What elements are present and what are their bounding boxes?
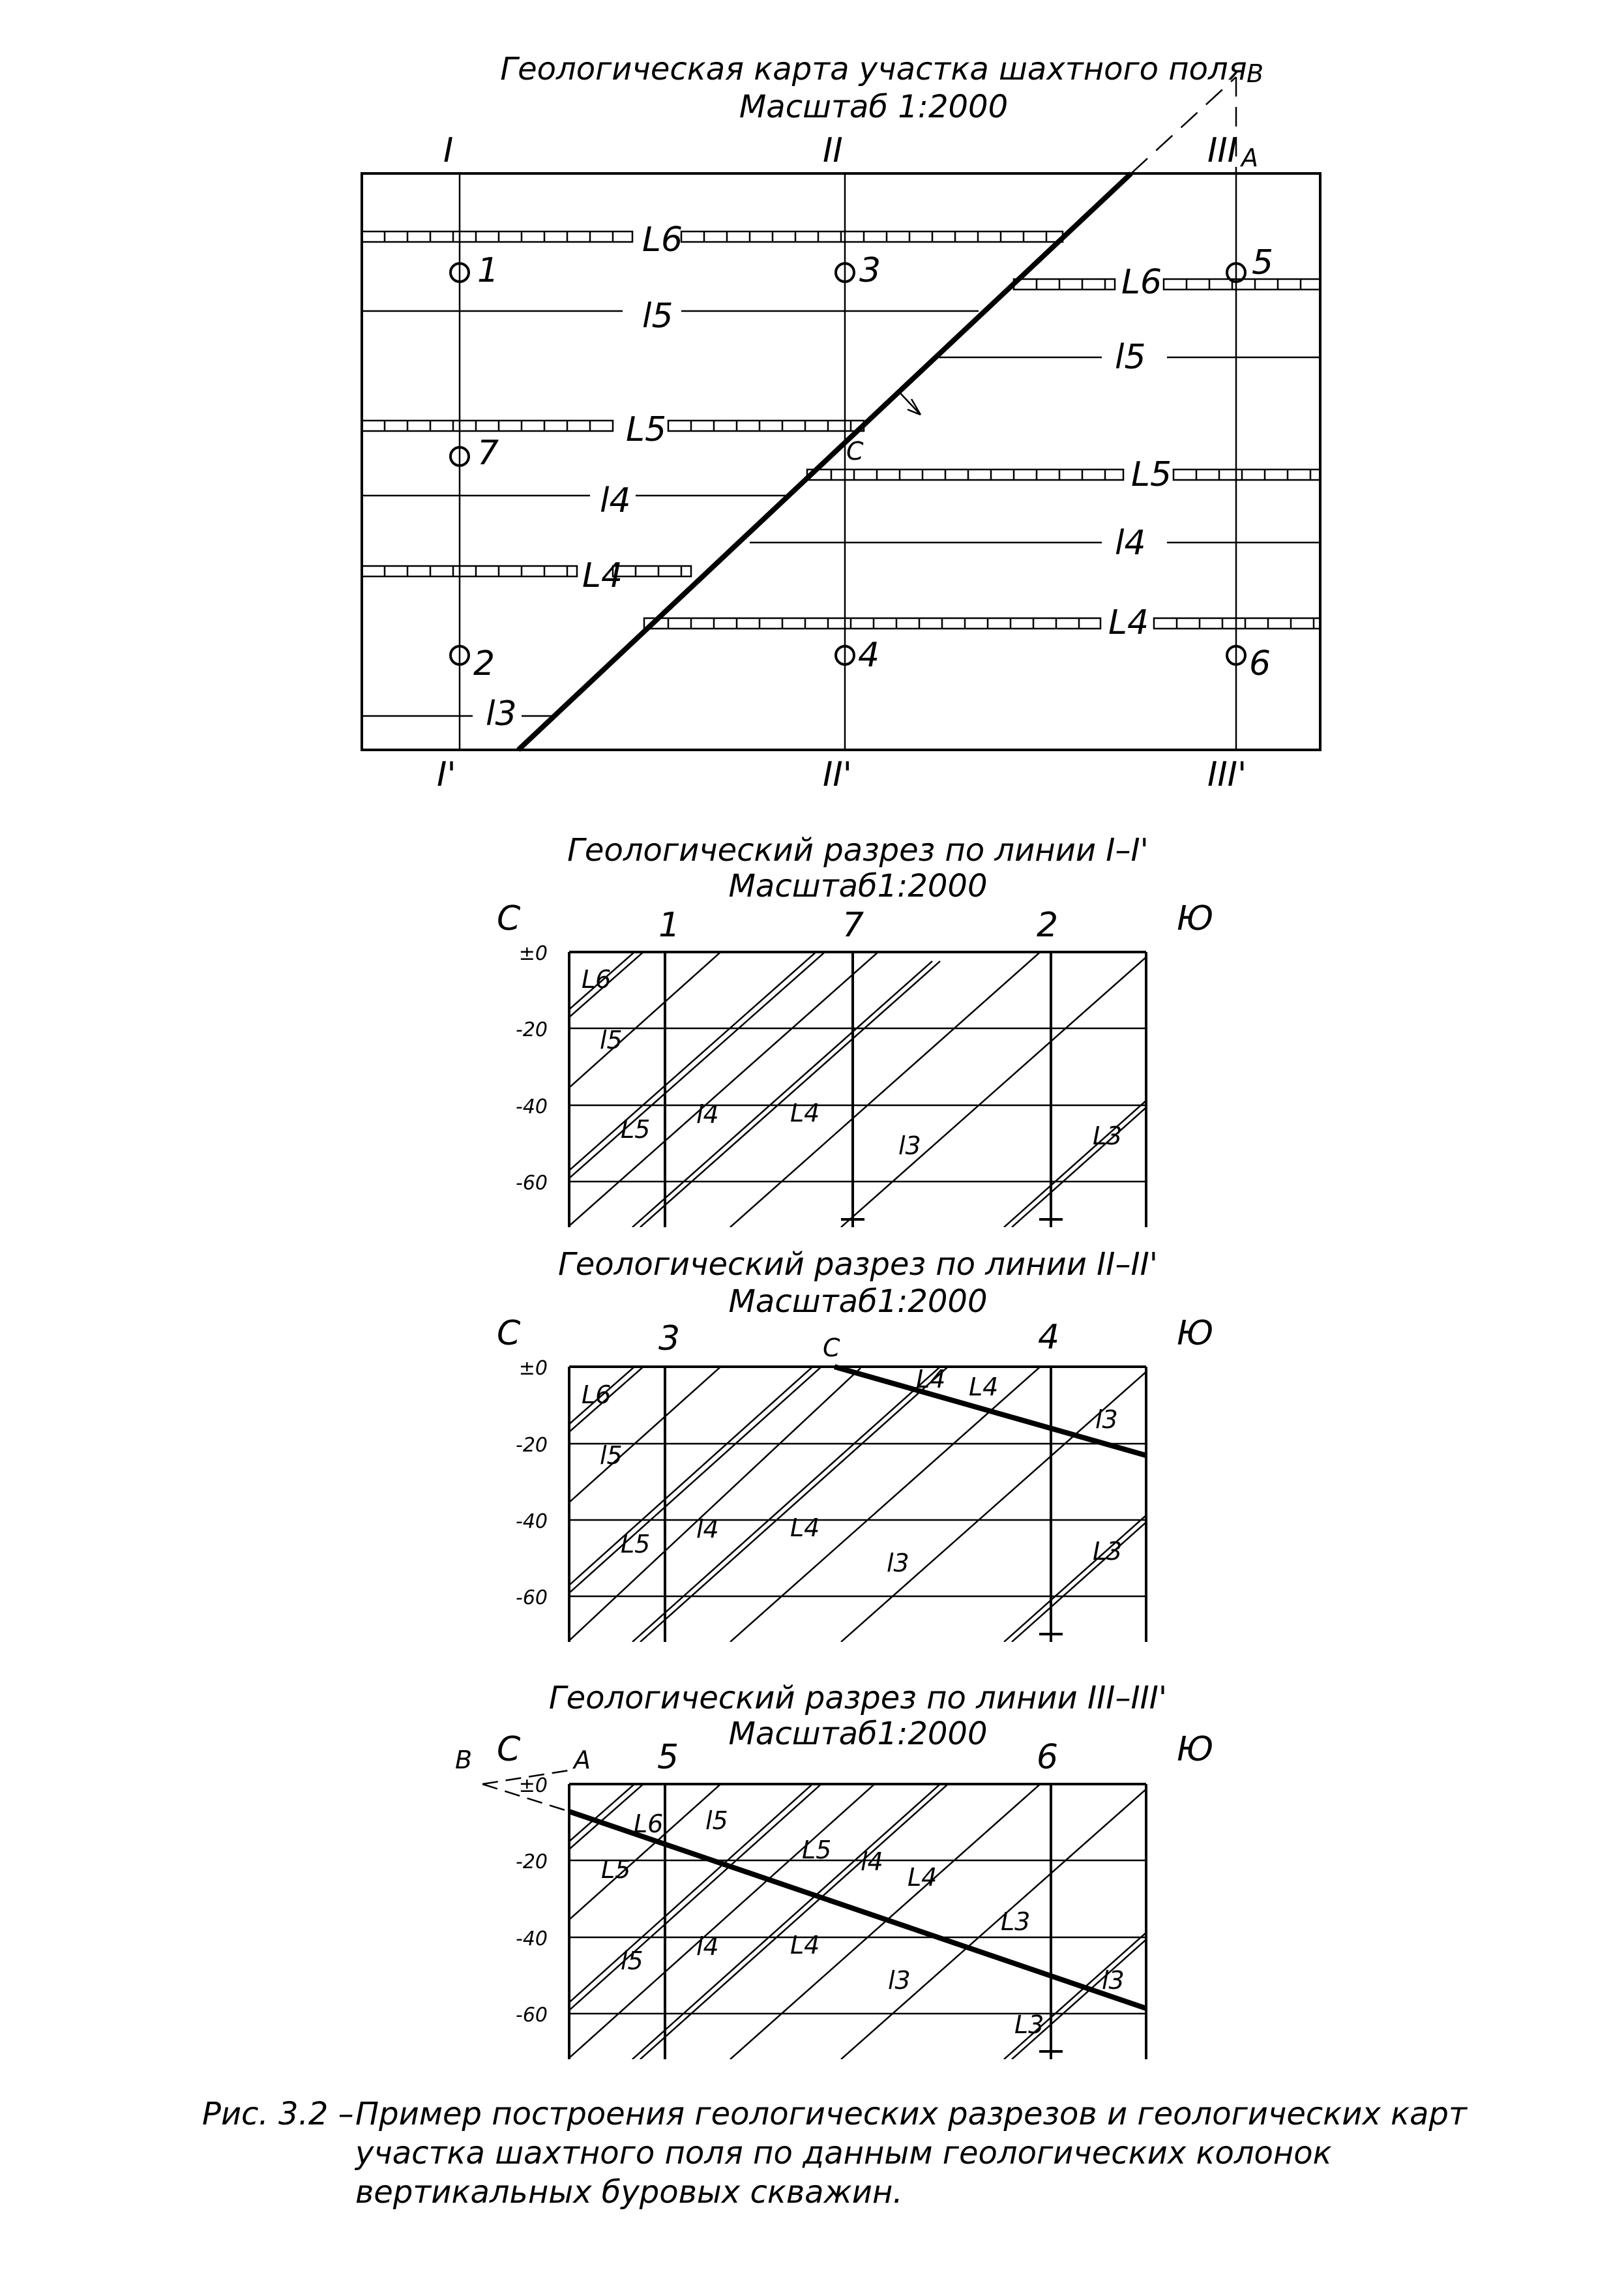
section-1-borehole-2: 2 <box>1037 906 1059 945</box>
map-scale: Масштаб 1:2000 <box>739 89 1009 125</box>
section-label-bottom-3: III' <box>1207 755 1247 794</box>
section-2-seam-L4-b: L4 <box>969 1373 999 1401</box>
section-1-borehole-1: 1 <box>658 906 681 945</box>
map-seam-label-l5-right: l5 <box>1115 338 1146 377</box>
section-3-fault-point-b: В <box>455 1746 473 1774</box>
section-3-tick-0: ±0 <box>518 1774 548 1797</box>
svg-text:6: 6 <box>1249 644 1271 683</box>
borehole-6 <box>1227 644 1271 683</box>
caption-line-1: Пример построения геологических разрезов и геологических карт <box>355 2096 1467 2132</box>
section-3-title: Геологический разрез по линии III–III' <box>548 1680 1168 1716</box>
section-3-seam-L4-upper: L4 <box>908 1863 937 1892</box>
section-label-top-2: II <box>823 131 843 170</box>
section-3-seam-L4: L4 <box>790 1931 820 1959</box>
section-1-tick-60: -60 <box>516 1172 548 1195</box>
caption-prefix: Рис. 3.2 – <box>202 2096 354 2132</box>
svg-text:3: 3 <box>859 251 881 290</box>
section-3-tick-60: -60 <box>516 2004 548 2027</box>
dip-arrow <box>900 393 921 415</box>
section-3-fault-point-a: А <box>574 1746 591 1774</box>
fault-point-c: C <box>846 437 864 466</box>
section-3-seam-l5-lower: l5 <box>621 1946 643 1975</box>
map-seam-label-L5-left: L5 <box>626 410 667 449</box>
section-3-seam-L3: L3 <box>1014 2010 1044 2039</box>
section-3-seam-l3: l3 <box>888 1966 911 1995</box>
borehole-3 <box>836 251 881 290</box>
section-2-borehole-4: 4 <box>1038 1318 1060 1357</box>
section-1-seam-l3: l3 <box>898 1131 921 1160</box>
section-2-seam-l5: l5 <box>600 1441 623 1470</box>
borehole-7 <box>450 434 499 473</box>
section-1-seam-l5: l5 <box>600 1026 623 1054</box>
section-2-title: Геологический разрез по линии II–II' <box>558 1246 1158 1283</box>
section-label-top-1: I <box>443 131 454 170</box>
section-1-title: Геологический разрез по линии I–I' <box>567 832 1149 869</box>
section-1-tick-0: ±0 <box>518 942 548 965</box>
section-2-seam-l3: l3 <box>887 1549 909 1577</box>
section-3-tick-40: -40 <box>516 1928 548 1950</box>
map-seam-label-l4-left: l4 <box>600 481 631 520</box>
svg-text:1: 1 <box>477 251 499 290</box>
section-3-borehole-6: 6 <box>1037 1738 1059 1777</box>
section-1-north: С <box>497 899 521 938</box>
section-2-seam-L3: L3 <box>1093 1537 1123 1566</box>
map-title: Геологическая карта участка шахтного поля <box>500 51 1247 87</box>
svg-text:5: 5 <box>1252 243 1274 282</box>
section-2-seam-L5: L5 <box>621 1530 651 1558</box>
section-2-borehole-3: 3 <box>658 1319 681 1358</box>
borehole-1 <box>450 251 499 290</box>
section-1-tick-20: -20 <box>516 1019 548 1041</box>
borehole-4 <box>836 636 879 675</box>
section-3-seam-l3-right: l3 <box>1102 1966 1125 1995</box>
section-label-bottom-1: I' <box>437 755 456 794</box>
section-3-seam-L5-upper: L5 <box>601 1855 631 1884</box>
section-1-borehole-7: 7 <box>842 906 864 945</box>
map-seam-label-L6-left: L6 <box>642 220 683 260</box>
map-seam-label-l4-right: l4 <box>1115 524 1146 563</box>
map-seam-label-l5-left: l5 <box>642 297 673 336</box>
section-2-tick-40: -40 <box>516 1510 548 1533</box>
fault-line <box>518 173 1131 750</box>
section-3-tick-20: -20 <box>516 1851 548 1873</box>
map-seams <box>362 231 1320 716</box>
svg-text:7: 7 <box>477 434 499 473</box>
section-1-south: Ю <box>1177 899 1214 938</box>
section-3-seam-l5: l5 <box>705 1806 728 1835</box>
section-2-south: Ю <box>1177 1314 1214 1353</box>
borehole-5 <box>1227 243 1273 282</box>
figure-caption <box>202 2096 1468 2211</box>
section-3-seam-L5: L5 <box>802 1836 832 1864</box>
section-2-tick-0: ±0 <box>518 1357 548 1380</box>
section-1-seam-L6: L6 <box>582 965 612 994</box>
section-2-seam-L4-a: L4 <box>916 1365 946 1393</box>
fault-point-b: B <box>1247 59 1264 88</box>
section-1-seam-L4: L4 <box>790 1099 820 1127</box>
section-1-seam-L5: L5 <box>621 1115 651 1144</box>
svg-text:2: 2 <box>473 644 495 683</box>
section-3-seam-L3-upper: L3 <box>1001 1907 1031 1936</box>
section-2 <box>497 1246 1213 1642</box>
section-3-south: Ю <box>1177 1730 1214 1769</box>
section-2-tick-60: -60 <box>516 1586 548 1609</box>
section-1-scale: Масштаб1:2000 <box>728 868 988 904</box>
section-3-seam-l4-upper: l4 <box>861 1847 883 1876</box>
caption-line-3: вертикальных буровых скважин. <box>355 2174 903 2211</box>
section-2-north: С <box>497 1314 521 1353</box>
section-3-scale: Масштаб1:2000 <box>728 1716 988 1752</box>
section-2-seam-L4: L4 <box>790 1513 820 1542</box>
section-1-tick-40: -40 <box>516 1095 548 1118</box>
section-2-seam-l3-upper: l3 <box>1095 1405 1118 1434</box>
map-seam-label-l3: l3 <box>486 694 517 734</box>
fault-point-a: A <box>1241 143 1258 172</box>
section-2-scale: Масштаб1:2000 <box>728 1283 988 1320</box>
section-3-seam-l4: l4 <box>696 1932 719 1961</box>
section-label-top-3: III <box>1207 131 1238 170</box>
section-1 <box>497 794 1213 1227</box>
caption-line-2: участка шахтного поля по данным геологических колонок <box>355 2135 1332 2171</box>
map-seam-label-L6-right: L6 <box>1121 263 1162 302</box>
svg-text:4: 4 <box>858 636 880 675</box>
section-2-tick-20: -20 <box>516 1434 548 1457</box>
section-2-seam-L6: L6 <box>582 1380 612 1409</box>
map-seam-label-L4-left: L4 <box>582 556 623 595</box>
section-3 <box>455 1656 1213 2059</box>
section-3-fault-line <box>569 1811 1146 2008</box>
section-1-seam-l4: l4 <box>696 1100 719 1129</box>
section-3-borehole-5: 5 <box>657 1738 679 1777</box>
map-seam-label-L5-right: L5 <box>1131 455 1172 494</box>
map-seam-label-L4-right: L4 <box>1108 603 1149 642</box>
borehole-2 <box>450 644 495 683</box>
section-3-north: С <box>497 1730 521 1769</box>
geological-map <box>362 51 1320 794</box>
section-3-seam-L6: L6 <box>634 1810 664 1838</box>
section-2-fault-c: С <box>823 1333 840 1362</box>
section-2-seam-l4: l4 <box>696 1515 719 1543</box>
section-label-bottom-2: II' <box>823 755 852 794</box>
section-1-seam-L3: L3 <box>1093 1122 1123 1150</box>
